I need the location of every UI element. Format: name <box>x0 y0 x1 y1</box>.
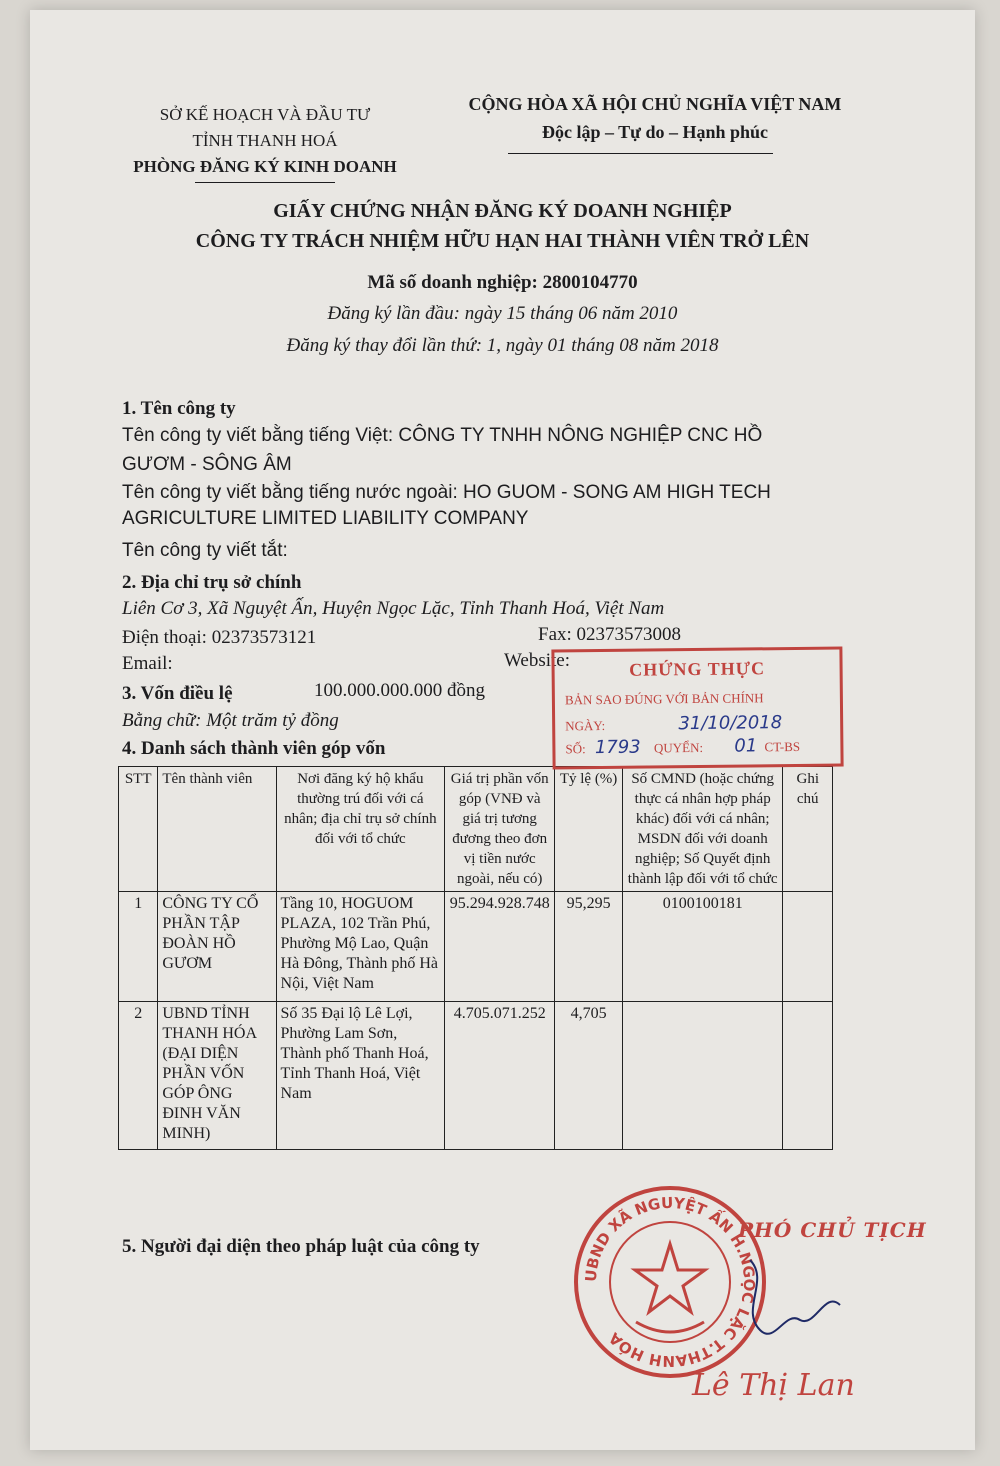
row-member-name: UBND TỈNH THANH HÓA (ĐẠI DIỆN PHẦN VỐN GÓP ÔNG ĐINH VĂN MINH) <box>158 1002 276 1150</box>
capital-in-words: Bằng chữ: Một trăm tỷ đồng <box>122 710 339 731</box>
row-capital: 95.294.928.748 <box>445 892 555 1002</box>
stamp-date-value: 31/10/2018 <box>678 712 783 735</box>
stamp-copy-line: BẢN SAO ĐÚNG VỚI BẢN CHÍNH <box>564 690 764 708</box>
table-row <box>119 1002 833 1150</box>
col-capital: Giá trị phần vốn góp (VNĐ và giá trị tương đương theo đơn vị tiền nước ngoài, nếu có) <box>445 767 555 892</box>
website: Website: <box>504 650 571 671</box>
row-capital: 4.705.071.252 <box>445 1002 555 1150</box>
row-id-number <box>622 1002 783 1150</box>
table-row <box>119 892 833 1002</box>
col-address: Nơi đăng ký hộ khẩu thường trú đối với cá nhân; địa chỉ trụ sở chính đối với tổ chức <box>276 767 445 892</box>
row-stt: 2 <box>119 1002 158 1150</box>
motto-underline <box>508 153 773 154</box>
signature-icon <box>730 1250 860 1350</box>
national-motto: Độc lập – Tự do – Hạnh phúc <box>541 122 769 142</box>
row-ratio: 4,705 <box>555 1002 623 1150</box>
signer-role: PHÓ CHỦ TỊCH <box>738 1218 927 1242</box>
seal-text: UBND XÃ NGUYỆT ẤN H.NGỌC LẶC T.THANH HÓA <box>581 1193 759 1371</box>
head-office-address: Liên Cơ 3, Xã Nguyệt Ấn, Huyện Ngọc Lặc, Tỉnh Thanh Hoá, Việt Nam <box>122 598 665 619</box>
email: Email: <box>122 653 173 674</box>
document-page <box>30 10 975 1450</box>
section-1-heading: 1. Tên công ty <box>122 398 236 419</box>
charter-capital: 100.000.000.000 đồng <box>314 680 485 701</box>
col-id-number: Số CMND (hoặc chứng thực cá nhân hợp pháp khác) đối với cá nhân; MSDN đối với doanh nghiệp; Số Quyết định thành lập đối với tổ chức <box>622 767 783 892</box>
certification-stamp <box>551 646 843 769</box>
national-motto-block <box>450 90 860 146</box>
foreign-name-line-1: Tên công ty viết bằng tiếng nước ngoài: HO GUOM - SONG AM HIGH TECH <box>122 482 771 503</box>
stamp-date-row <box>565 712 782 735</box>
stamp-book-value: 01 <box>734 735 758 757</box>
foreign-name-line-2: AGRICULTURE LIMITED LIABILITY COMPANY <box>122 508 529 529</box>
row-address: Tầng 10, HOGUOM PLAZA, 102 Trần Phú, Phường Mộ Lao, Quận Hà Đông, Thành phố Hà Nội, Việt Nam <box>276 892 445 1002</box>
first-registration: Đăng ký lần đầu: ngày 15 tháng 06 năm 2010 <box>327 303 678 324</box>
col-ratio: Tỷ lệ (%) <box>555 767 623 892</box>
stamp-title: CHỨNG THỰC <box>629 658 766 680</box>
certificate-title: GIẤY CHỨNG NHẬN ĐĂNG KÝ DOANH NGHIỆP <box>273 200 732 222</box>
company-type-title: CÔNG TY TRÁCH NHIỆM HỮU HẠN HAI THÀNH VIÊN TRỞ LÊN <box>195 230 810 252</box>
business-code: Mã số doanh nghiệp: 2800104770 <box>367 272 638 293</box>
issuer-line-3: PHÒNG ĐĂNG KÝ KINH DOANH <box>133 157 397 176</box>
issuer-underline <box>195 182 335 183</box>
phone: Điện thoại: 02373573121 <box>122 627 317 648</box>
issuer-block <box>120 102 410 180</box>
stamp-book-label: QUYỂN: <box>653 739 704 756</box>
short-name: Tên công ty viết tắt: <box>122 540 288 561</box>
stamp-no-label: SỐ: <box>565 741 586 757</box>
section-4-heading: 4. Danh sách thành viên góp vốn <box>122 738 386 759</box>
col-member-name: Tên thành viên <box>158 767 276 892</box>
row-stt: 1 <box>119 892 158 1002</box>
vn-name-line-1: Tên công ty viết bằng tiếng Việt: CÔNG TY TNHH NÔNG NGHIỆP CNC HỒ <box>122 425 763 446</box>
issuer-line-1: SỞ KẾ HOẠCH VÀ ĐẦU TƯ <box>159 105 371 124</box>
section-3-heading: 3. Vốn điều lệ <box>122 683 233 704</box>
section-2-heading: 2. Địa chỉ trụ sở chính <box>122 572 302 593</box>
table-header-row <box>119 767 833 892</box>
national-title: CỘNG HÒA XÃ HỘI CHỦ NGHĨA VIỆT NAM <box>468 94 842 114</box>
col-note: Ghi chú <box>783 767 833 892</box>
row-id-number: 0100100181 <box>622 892 783 1002</box>
row-ratio: 95,295 <box>555 892 623 1002</box>
stamp-no-value: 1793 <box>594 736 641 759</box>
stamp-number-row <box>565 735 800 758</box>
vn-name-line-2: GƯƠM - SÔNG ÂM <box>122 454 292 475</box>
row-member-name: CÔNG TY CỔ PHẦN TẬP ĐOÀN HỒ GƯƠM <box>158 892 276 1002</box>
signer-name: Lê Thị Lan <box>692 1368 855 1403</box>
row-note <box>783 892 833 1002</box>
col-stt: STT <box>119 767 158 892</box>
section-5-heading: 5. Người đại diện theo pháp luật của công ty <box>122 1236 480 1257</box>
row-note <box>783 1002 833 1150</box>
stamp-date-label: NGÀY: <box>565 717 606 734</box>
row-address: Số 35 Đại lộ Lê Lợi, Phường Lam Sơn, Thành phố Thanh Hoá, Tỉnh Thanh Hoá, Việt Nam <box>276 1002 445 1150</box>
issuer-line-2: TỈNH THANH HOÁ <box>192 131 338 150</box>
stamp-book-suffix: CT-BS <box>764 738 801 755</box>
change-registration: Đăng ký thay đổi lần thứ: 1, ngày 01 tháng 08 năm 2018 <box>286 335 719 356</box>
fax: Fax: 02373573008 <box>538 624 682 645</box>
members-table <box>118 766 833 1150</box>
